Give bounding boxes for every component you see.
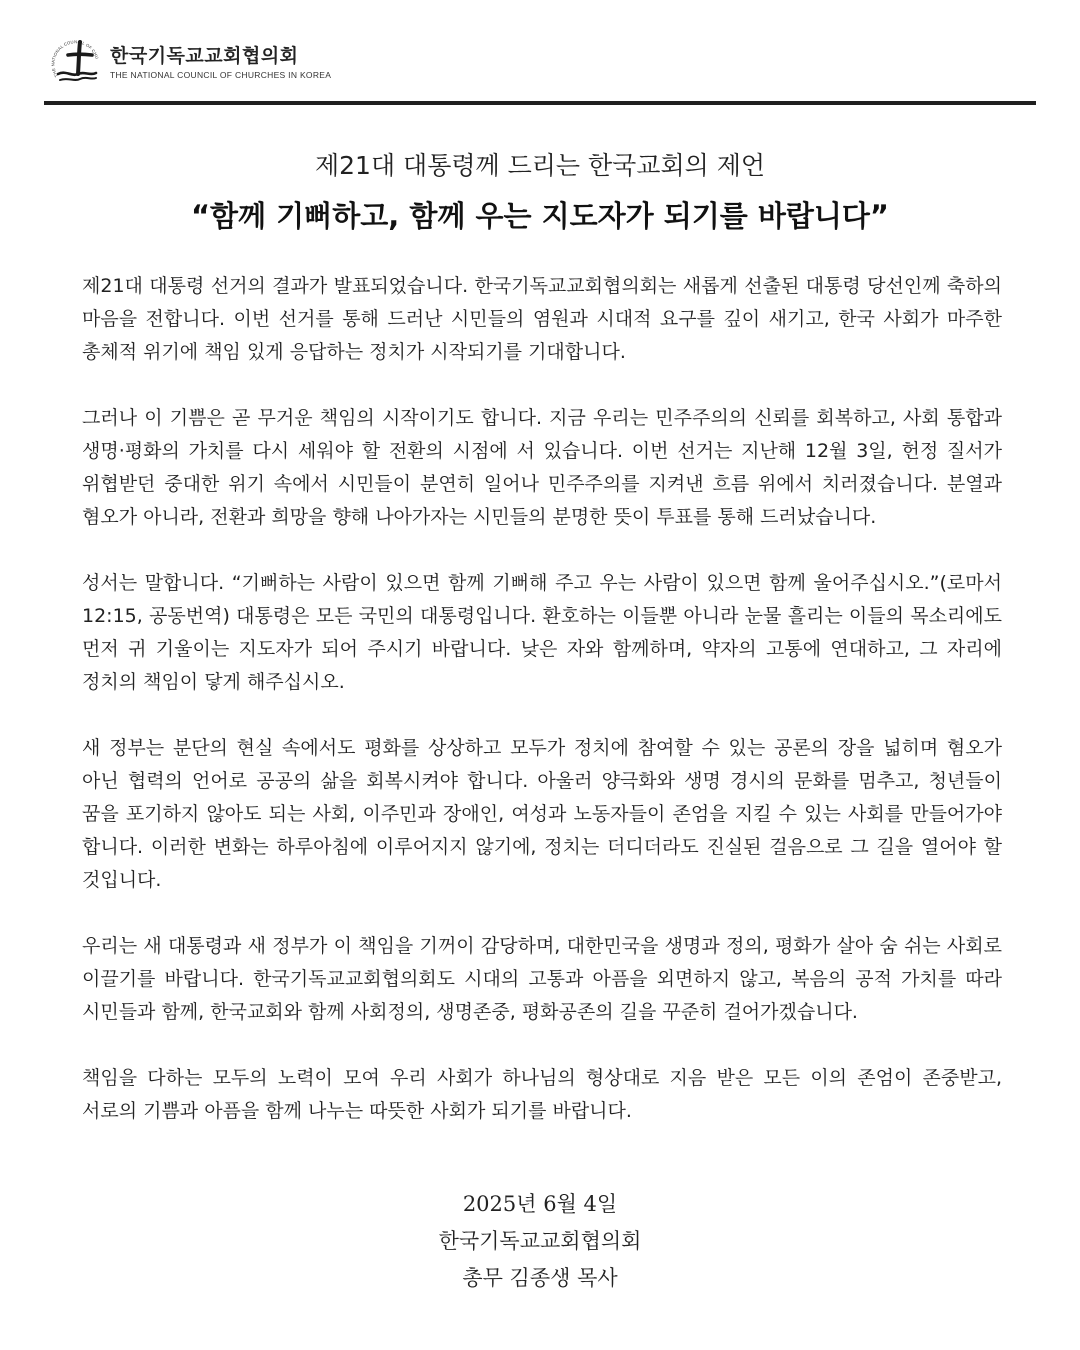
document-title: 제21대 대통령께 드리는 한국교회의 제언	[315, 151, 765, 180]
letterhead	[44, 36, 331, 88]
signature-block	[0, 1186, 1080, 1297]
paragraph-4: 새 정부는 분단의 현실 속에서도 평화를 상상하고 모두가 정치에 참여할 수 있는 공론의 장을 넓히며 혐오가 아닌 협력의 언어로 공공의 삶을 회복시켜야 합니다. 아울러 양극화와 생명 경시의 문화를 멈추고, 청년들이 꿈을 포기하지 않아도 되는 사회, 이주민과 장애인, 여성과 노동자들이 존엄을 지킬 수 있는 사회를 만들어가야 합니다. 이러한 변화는 하루아침에 이루어지지 않기에, 정치는 더디더라도 진실된 걸음으로 그 길을 열어야 할 것입니다.	[82, 737, 1002, 891]
paragraph-2: 그러나 이 기쁨은 곧 무거운 책임의 시작이기도 합니다. 지금 우리는 민주주의의 신뢰를 회복하고, 사회 통합과 생명·평화의 가치를 다시 세워야 할 전환의 시점에 서 있습니다. 이번 선거는 지난해 12월 3일, 헌정 질서가 위협받던 중대한 위기 속에서 시민들이 분연히 일어나 민주주의를 지켜낸 흐름 위에서 치러졌습니다. 분열과 혐오가 아니라, 전환과 희망을 향해 나아가자는 시민들의 분명한 뜻이 투표를 통해 드러났습니다.	[82, 407, 1002, 528]
logo-ring-text: THE NATIONAL COUNCIL OF CHU	[50, 39, 100, 79]
paragraph-1: 제21대 대통령 선거의 결과가 발표되었습니다. 한국기독교교회협의회는 새롭게 선출된 대통령 당선인께 축하의 마음을 전합니다. 이번 선거를 통해 드러난 시민들의 염원과 시대적 요구를 깊이 새기고, 한국 사회가 마주한 총체적 위기에 책임 있게 응답하는 정치가 시작되기를 기대합니다.	[82, 275, 1002, 363]
document-subtitle: “함께 기뻐하고, 함께 우는 지도자가 되기를 바랍니다”	[190, 199, 889, 233]
signature-signer: 총무 김종생 목사	[462, 1266, 618, 1290]
signature-org: 한국기독교교회협의회	[438, 1229, 642, 1253]
cross-logo-icon	[44, 36, 106, 88]
header-divider	[44, 101, 1036, 105]
org-name-korean: 한국기독교교회협의회	[110, 44, 299, 67]
org-name-block	[110, 45, 331, 80]
paragraph-3: 성서는 말합니다. “기뻐하는 사람이 있으면 함께 기뻐해 주고 우는 사람이 있으면 함께 울어주십시오.”(로마서 12:15, 공동번역) 대통령은 모든 국민의 대통령입니다. 환호하는 이들뿐 아니라 눈물 흘리는 이들의 목소리에도 먼저 귀 기울이는 지도자가 되어 주시기 바랍니다. 낮은 자와 함께하며, 약자의 고통에 연대하고, 그 자리에 정치의 책임이 닿게 해주십시오.	[82, 572, 1002, 693]
org-name-english: THE NATIONAL COUNCIL OF CHURCHES IN KOREA	[110, 69, 332, 80]
paragraph-6: 책임을 다하는 모두의 노력이 모여 우리 사회가 하나님의 형상대로 지음 받은 모든 이의 존엄이 존중받고, 서로의 기쁨과 아픔을 함께 나누는 따뜻한 사회가 되기를 바랍니다.	[82, 1067, 1002, 1122]
svg-text:THE NATIONAL COUNCIL OF CHURCH	[44, 36, 100, 78]
paragraph-5: 우리는 새 대통령과 새 정부가 이 책임을 기꺼이 감당하며, 대한민국을 생명과 정의, 평화가 살아 숨 쉬는 사회로 이끌기를 바랍니다. 한국기독교교회협의회도 시대의 고통과 아픔을 외면하지 않고, 복음의 공적 가치를 따라 시민들과 함께, 한국교회와 함께 사회정의, 생명존중, 평화공존의 길을 꾸준히 걸어가겠습니다.	[82, 935, 1002, 1023]
signature-date: 2025년 6월 4일	[462, 1192, 618, 1216]
document-body	[82, 270, 1002, 1161]
